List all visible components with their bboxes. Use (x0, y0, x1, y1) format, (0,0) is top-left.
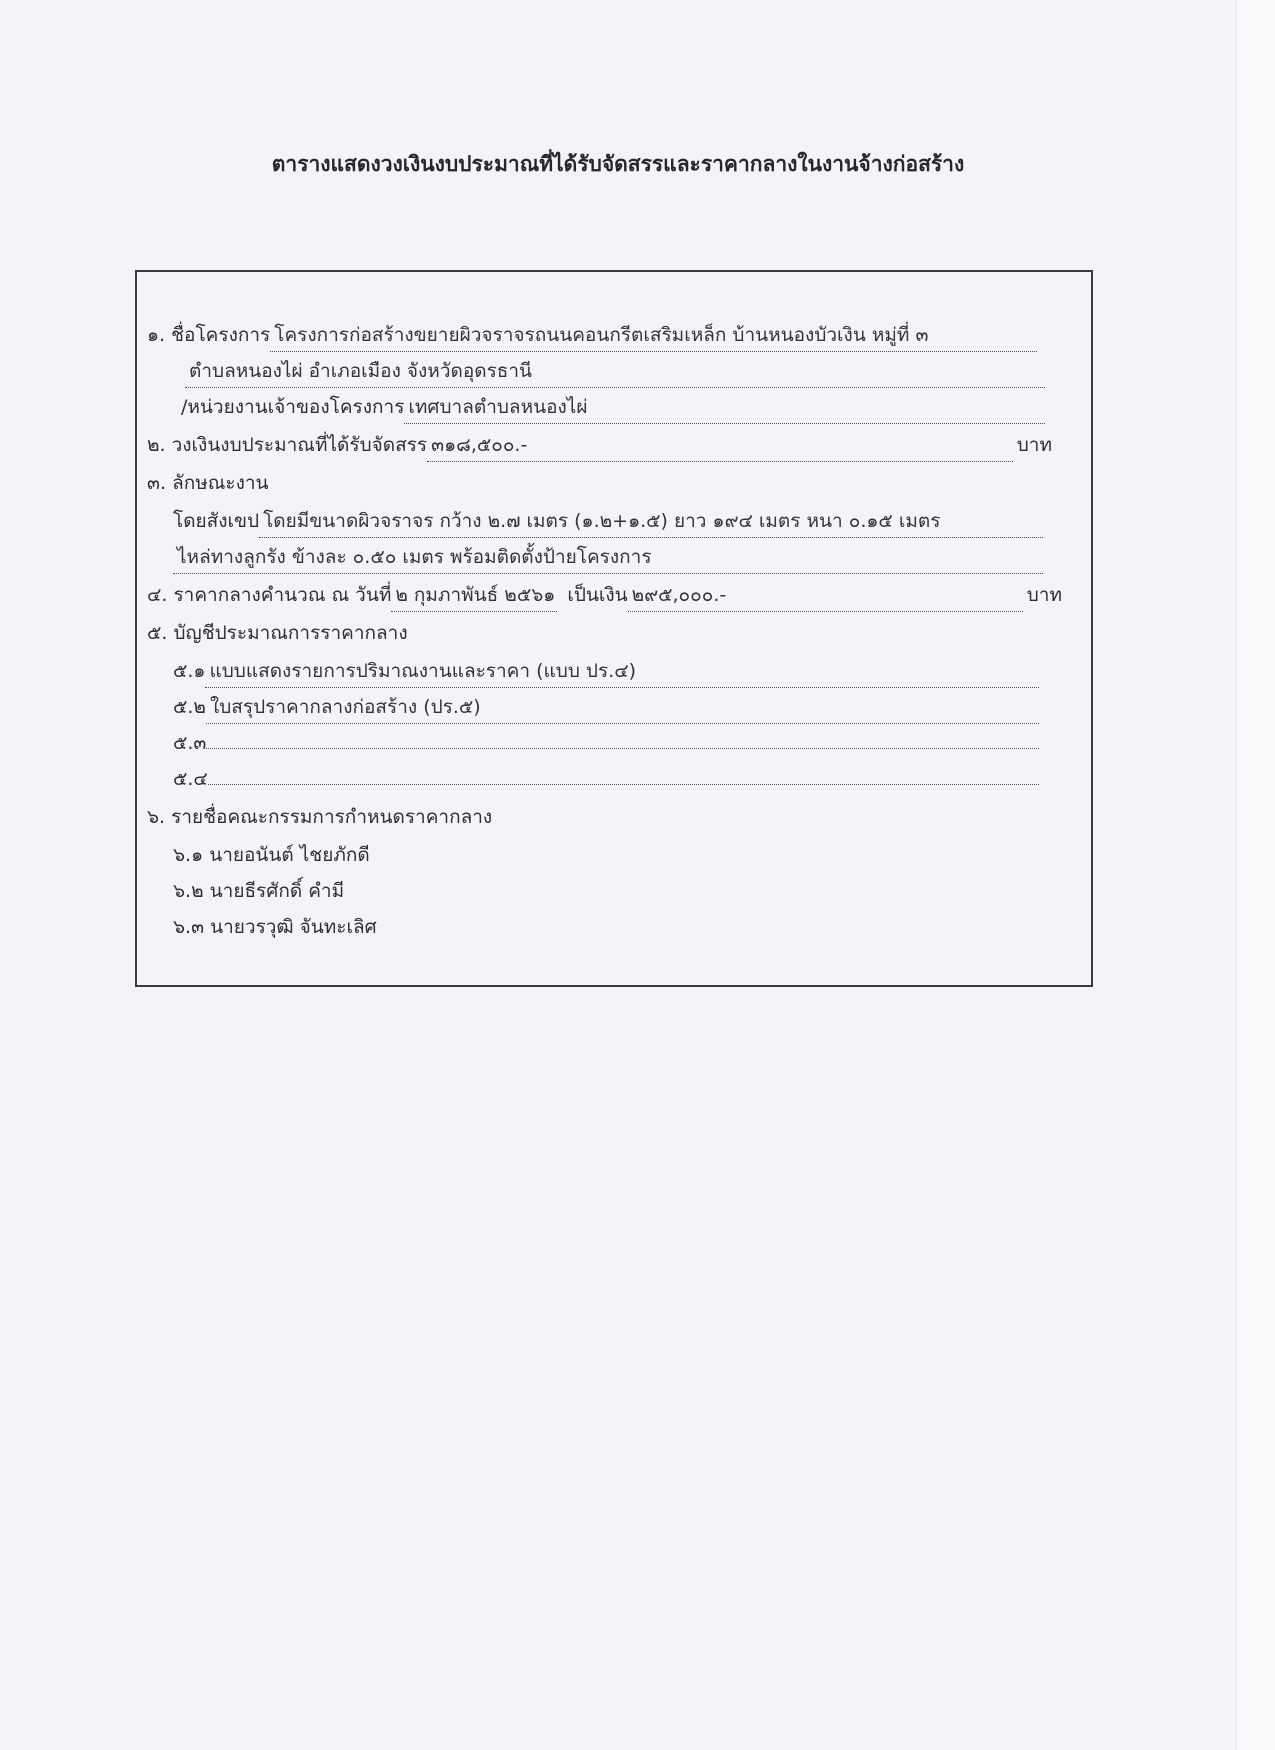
estimate-item-text (206, 747, 1039, 749)
page-edge (1236, 0, 1275, 1750)
estimate-item-num: ๕.๑ (173, 660, 206, 682)
committee-member-name: ๖.๑ นายอนันต์ ไชยภักดี (173, 844, 370, 866)
page-title: ตารางแสดงวงเงินงบประมาณที่ได้รับจัดสรรและราคากลางในงานจ้างก่อสร้าง (271, 152, 965, 176)
median-amount-label: เป็นเงิน (567, 584, 628, 606)
form-box (135, 270, 1093, 987)
estimate-item-num: ๕.๓ (173, 732, 207, 754)
project-row-1 (147, 320, 1037, 350)
estimate-item (173, 692, 1039, 722)
budget-label: ๒. วงเงินงบประมาณที่ได้รับจัดสรร (147, 434, 428, 456)
estimate-label: ๕. บัญชีประมาณการราคากลาง (147, 622, 408, 644)
estimate-item-text: ใบสรุปราคากลางก่อสร้าง (ปร.๕) (206, 692, 1039, 724)
budget-row (147, 430, 1052, 460)
work-row-2 (173, 542, 1043, 572)
work-heading-row (147, 468, 747, 498)
estimate-item (173, 764, 1039, 794)
estimate-item (173, 656, 1039, 686)
project-name-line-2: ตำบลหนองไผ่ อำเภอเมือง จังหวัดอุดรธานี (185, 356, 1045, 388)
committee-member-name: ๖.๓ นายวรวุฒิ จันทะเลิศ (173, 916, 377, 938)
estimate-heading-row (147, 618, 747, 648)
committee-label: ๖. รายชื่อคณะกรรมการกำหนดราคากลาง (147, 806, 493, 828)
median-row (147, 580, 1062, 610)
owner-label: /หน่วยงานเจ้าของโครงการ (181, 396, 405, 418)
committee-member (173, 840, 773, 870)
work-prefix: โดยสังเขป (173, 510, 260, 532)
median-amount: ๒๙๕,๐๐๐.- (628, 580, 1023, 612)
owner-row (181, 392, 1045, 422)
work-desc-line-1: โดยมีขนาดผิวจราจร กว้าง ๒.๗ เมตร (๑.๒+๑.๕) ยาว ๑๙๔ เมตร หนา ๐.๑๕ เมตร (259, 506, 1043, 538)
owner-value: เทศบาลตำบลหนองไผ่ (404, 392, 1045, 424)
work-row-1 (173, 506, 1043, 536)
budget-value: ๓๑๘,๕๐๐.- (427, 430, 1013, 462)
median-date: ๒ กุมภาพันธ์ ๒๕๖๑ (391, 580, 557, 612)
committee-heading-row (147, 802, 747, 832)
median-unit: บาท (1026, 584, 1062, 606)
estimate-item (173, 728, 1039, 758)
work-label: ๓. ลักษณะงาน (147, 472, 269, 494)
median-label: ๔. ราคากลางคำนวณ ณ วันที่ (147, 584, 392, 606)
estimate-item-num: ๕.๒ (173, 696, 206, 718)
work-desc-line-2: ไหล่ทางลูกรัง ข้างละ ๐.๕๐ เมตร พร้อมติดตั้งป้ายโครงการ (173, 542, 1043, 574)
estimate-item-text: แบบแสดงรายการปริมาณงานและราคา (แบบ ปร.๔) (205, 656, 1039, 688)
committee-member (173, 912, 773, 942)
budget-unit: บาท (1016, 434, 1052, 456)
committee-member-name: ๖.๒ นายธีรศักดิ์ คำมี (173, 880, 345, 902)
committee-member (173, 876, 773, 906)
project-row-2 (185, 356, 1045, 386)
estimate-item-text (208, 783, 1039, 785)
project-name-line-1: โครงการก่อสร้างขยายผิวจราจรถนนคอนกรีตเสริมเหล็ก บ้านหนองบัวเงิน หมู่ที่ ๓ (270, 320, 1037, 352)
project-label: ๑. ชื่อโครงการ (147, 324, 271, 346)
estimate-item-num: ๕.๔ (173, 768, 208, 790)
